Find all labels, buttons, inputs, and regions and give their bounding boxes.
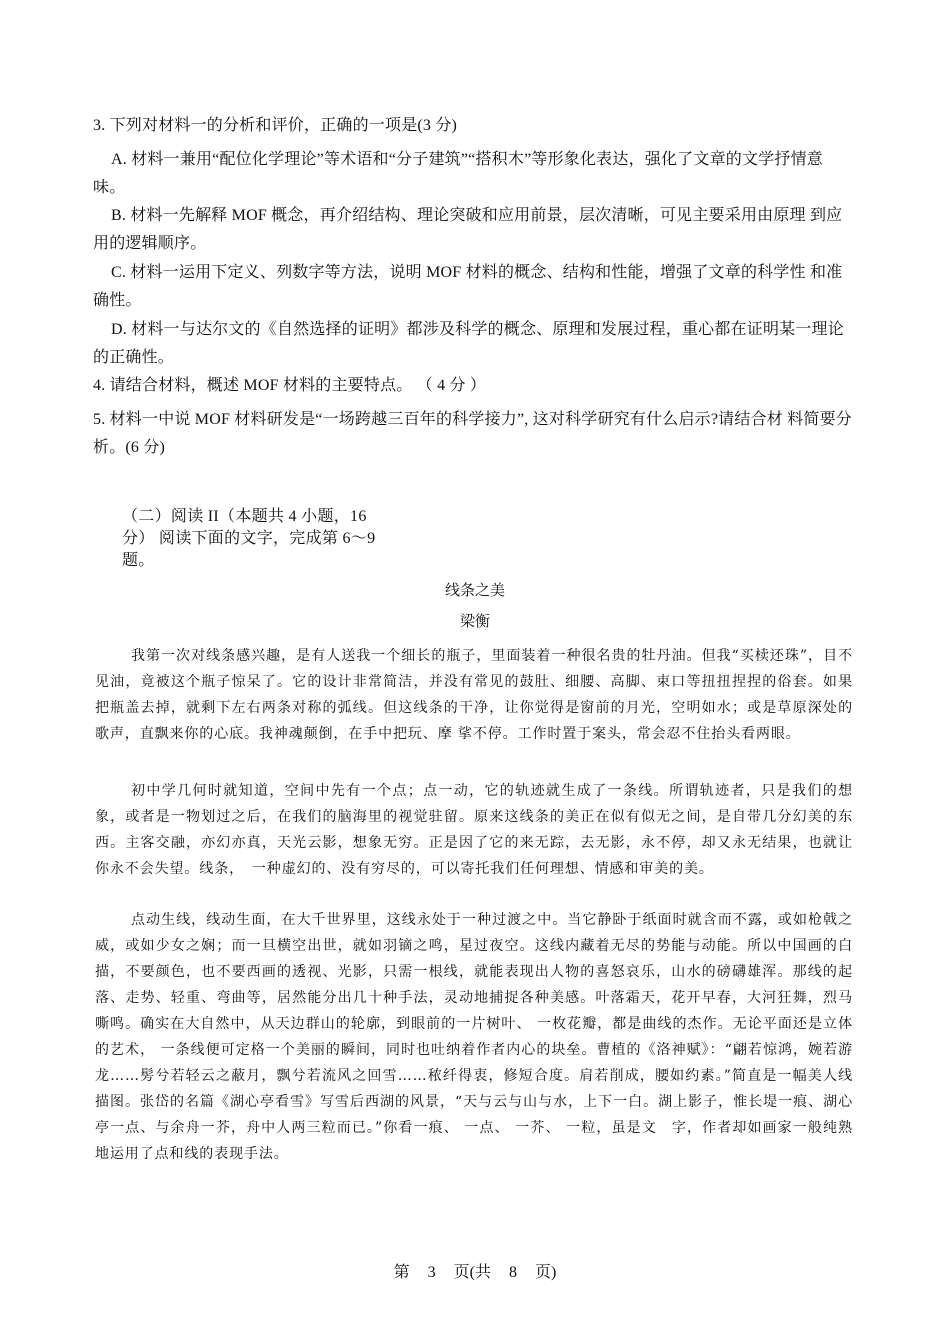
article-title: 线条之美 bbox=[444, 581, 505, 599]
question-3-option-b: B. 材料一先解释 MOF 概念，再介绍结构、理论突破和应用前景，层次清晰，可见主要采用由原理 到应用的逻辑顺序。 bbox=[93, 207, 843, 252]
question-3-option-a: A. 材料一兼用“配位化学理论”等术语和“分子建筑”“搭积木”等形象化表达，强化了文章的文学抒情意味。 bbox=[93, 151, 823, 196]
section-heading-line-3: 题。 bbox=[122, 552, 155, 569]
question-3-stem: 3. 下列对材料一的分析和评价，正确的一项是(3 分) bbox=[93, 117, 458, 134]
section-heading-line-2: 分） 阅读下面的文字，完成第 6～9 bbox=[122, 530, 376, 547]
page-footer: 第 3 页(共 8 页) bbox=[393, 1264, 557, 1281]
question-3-option-d: D. 材料一与达尔文的《自然选择的证明》都涉及科学的概念、原理和发展过程，重心都在证明某一理论的正确性。 bbox=[93, 321, 844, 366]
question-5: 5. 材料一中说 MOF 材料研发是“一场跨越三百年的科学接力”, 这对科学研究有什么启示?请结合材 料简要分析。(6 分) bbox=[93, 411, 852, 456]
question-3-option-c: C. 材料一运用下定义、列数字等方法，说明 MOF 材料的概念、结构和性能，增强了文章的科学性 和准确性。 bbox=[93, 264, 843, 309]
article-author: 梁衡 bbox=[459, 612, 490, 630]
article-paragraph-1: 我第一次对线条感兴趣，是有人送我一个细长的瓶子，里面装着一种很名贵的牡丹油。但我“买椟还珠”，目不见油，竟被这个瓶子惊呆了。它的设计非常简洁，并没有常见的鼓肚、细腰、高脚、束口等扭扭捏捏的俗套。如果把瓶盖去掉，就剩下左右两条对称的弧线。但这线条的干净，让你觉得是窗前的月光，空明如水；或是草原深处的歌声，直飘来你的心底。我神魂颠倒，在手中把玩、摩 挲不停。工作时置于案头，常会忍不住抬头看两眼。 bbox=[95, 648, 853, 742]
section-heading-line-1: （二）阅读 II（本题共 4 小题，16 bbox=[122, 508, 367, 525]
article-paragraph-3: 点动生线，线动生面，在大千世界里，这线永处于一种过渡之中。当它静卧于纸面时就含而不露，或如枪戟之威，或如少女之娴；而一旦横空出世，就如羽镝之鸣，星过夜空。这线内藏着无尽的势能与动能。所以中国画的白描，不要颜色，也不要西画的透视、光影，只需一根线，就能表现出人物的喜怒哀乐，山水的磅礴雄浑。那线的起落、走势、轻重、弯曲等，居然能分出几十种手法，灵动地捕捉各种美感。叶落霜天，花开早春，大河狂舞，烈马嘶鸣。确实在大自然中，从天边群山的轮廓，到眼前的一片树叶、 一枚花瓣，都是曲线的杰作。无论平面还是立体的艺术， 一条线便可定格一个美丽的瞬间，同时也吐纳着作者内心的块垒。曹植的《洛神赋》：“翩若惊鸿，婉若游龙……髣兮若轻云之蔽月，飘兮若流风之回雪……秾纤得衷，修短合度。肩若削成，腰如约素。”简直是一幅美人线描图。张岱的名篇《湖心亭看雪》写雪后西湖的风景，“天与云与山与水，上下一白。湖上影子，惟长堤一痕、湖心亭一点、与余舟一芥，舟中人两三粒而已。”你看一痕、 一点、 一芥、 一粒，虽是文 字，作者却如画家一般纯熟地运用了点和线的表现手法。 bbox=[95, 912, 853, 1162]
question-4: 4. 请结合材料，概述 MOF 材料的主要特点。 （ 4 分 ） bbox=[93, 377, 487, 394]
article-paragraph-2: 初中学几何时就知道，空间中先有一个点；点一动，它的轨迹就生成了一条线。所谓轨迹者，只是我们的想象，或者是一物划过之后，在我们的脑海里的视觉驻留。原来这线条的美正在似有似无之间，是自带几分幻美的东西。主客交融，亦幻亦真，天光云影，想象无穷。正是因了它的来无踪，去无影，永不停，却又永无结果，也就让你永不会失望。线条， 一种虚幻的、没有穷尽的，可以寄托我们任何理想、情感和审美的美。 bbox=[95, 783, 853, 877]
section-heading bbox=[122, 506, 397, 572]
